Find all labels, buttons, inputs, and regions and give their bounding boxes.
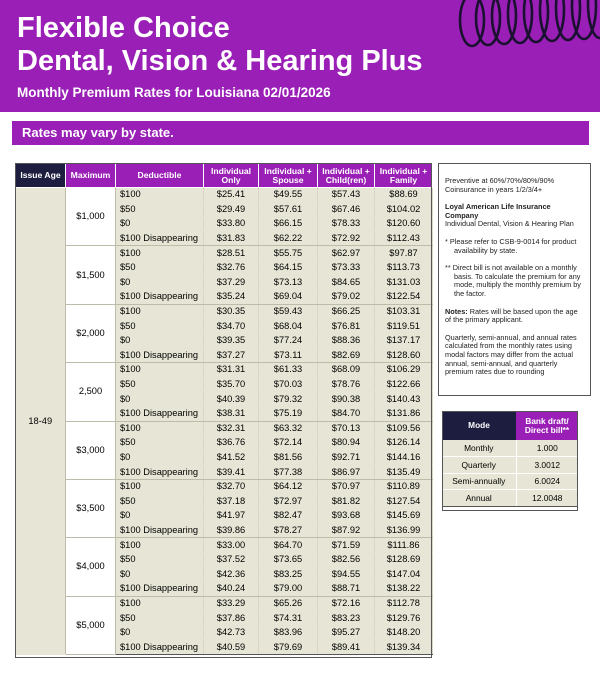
deductible-cell: $100 Disappearing xyxy=(116,348,204,363)
rate-individual-family-cell: $112.43 xyxy=(375,231,433,246)
rate-individual-only-cell: $31.83 xyxy=(204,231,259,246)
maximum-cell: $4,000 xyxy=(66,538,116,596)
rate-individual-children-cell: $57.43 xyxy=(318,188,375,203)
mode-header-row xyxy=(442,411,578,440)
rate-individual-children-cell: $66.25 xyxy=(318,304,375,319)
coinsurance-text: Coinsurance in years 1/2/3/4+ xyxy=(445,184,543,194)
rate-individual-family-cell: $126.14 xyxy=(375,436,433,451)
rate-individual-spouse-cell: $74.31 xyxy=(259,611,318,626)
deductible-cell: $100 Disappearing xyxy=(116,582,204,597)
rate-individual-family-cell: $128.69 xyxy=(375,552,433,567)
deductible-cell: $0 xyxy=(116,217,204,232)
rate-individual-children-cell: $90.38 xyxy=(318,392,375,407)
maximum-cell: $1,000 xyxy=(66,188,116,246)
rate-individual-spouse-cell: $64.12 xyxy=(259,479,318,494)
rate-individual-only-cell: $37.86 xyxy=(204,611,259,626)
rate-individual-spouse-cell: $79.00 xyxy=(259,582,318,597)
deductible-cell: $100 Disappearing xyxy=(116,406,204,421)
rate-individual-children-cell: $82.69 xyxy=(318,348,375,363)
notes-panel xyxy=(438,163,591,396)
deductible-cell: $100 xyxy=(116,363,204,378)
rate-individual-family-cell: $144.16 xyxy=(375,450,433,465)
rate-individual-only-cell: $35.70 xyxy=(204,377,259,392)
rate-individual-only-cell: $32.70 xyxy=(204,479,259,494)
mode-row xyxy=(442,473,578,490)
rate-individual-family-cell: $122.66 xyxy=(375,377,433,392)
rate-individual-family-cell: $138.22 xyxy=(375,582,433,597)
rate-individual-family-cell: $112.78 xyxy=(375,596,433,611)
deductible-cell: $0 xyxy=(116,392,204,407)
rate-individual-spouse-cell: $72.97 xyxy=(259,494,318,509)
rate-individual-children-cell: $81.82 xyxy=(318,494,375,509)
deductible-cell: $100 Disappearing xyxy=(116,465,204,480)
rate-individual-family-cell: $127.54 xyxy=(375,494,433,509)
rate-individual-only-cell: $37.52 xyxy=(204,552,259,567)
table-row xyxy=(16,363,433,378)
rate-individual-spouse-cell: $61.33 xyxy=(259,363,318,378)
rate-individual-family-cell: $136.99 xyxy=(375,523,433,538)
plan-name: Individual Dental, Vision & Hearing Plan xyxy=(445,219,574,229)
rate-individual-family-cell: $140.43 xyxy=(375,392,433,407)
rate-individual-only-cell: $42.36 xyxy=(204,567,259,582)
mode-factor-cell: 12.0048 xyxy=(516,490,578,507)
rate-individual-only-cell: $30.35 xyxy=(204,304,259,319)
notes-text: Rates will be based upon the age of the primary applicant. xyxy=(445,306,578,325)
rate-individual-children-cell: $78.76 xyxy=(318,377,375,392)
rate-individual-family-cell: $111.86 xyxy=(375,538,433,553)
rate-individual-spouse-cell: $72.14 xyxy=(259,436,318,451)
table-row xyxy=(16,246,433,261)
maximum-cell: 2,500 xyxy=(66,363,116,421)
col-bank-draft: Bank draft/ Direct bill** xyxy=(516,411,578,440)
rate-individual-only-cell: $32.31 xyxy=(204,421,259,436)
rate-individual-children-cell: $70.97 xyxy=(318,479,375,494)
mode-factor-cell: 6.0024 xyxy=(516,473,578,490)
rate-individual-spouse-cell: $79.69 xyxy=(259,640,318,655)
col-issue-age: Issue Age xyxy=(16,164,66,188)
deductible-cell: $100 xyxy=(116,596,204,611)
rate-individual-children-cell: $72.92 xyxy=(318,231,375,246)
deductible-cell: $0 xyxy=(116,450,204,465)
rate-individual-only-cell: $35.24 xyxy=(204,290,259,305)
rate-individual-family-cell: $119.51 xyxy=(375,319,433,334)
rate-individual-children-cell: $70.13 xyxy=(318,421,375,436)
mode-factor-table xyxy=(442,411,578,507)
table-row xyxy=(16,421,433,436)
col-individual-only: Individual Only xyxy=(204,164,259,188)
deductible-cell: $100 Disappearing xyxy=(116,523,204,538)
rate-individual-family-cell: $122.54 xyxy=(375,290,433,305)
note-availability: * Please refer to CSB-9-0014 for product availability by state. xyxy=(445,236,577,255)
rate-individual-only-cell: $39.41 xyxy=(204,465,259,480)
rate-individual-children-cell: $93.68 xyxy=(318,509,375,524)
rate-individual-only-cell: $37.18 xyxy=(204,494,259,509)
rate-individual-spouse-cell: $65.26 xyxy=(259,596,318,611)
rate-individual-family-cell: $128.60 xyxy=(375,348,433,363)
rate-individual-only-cell: $31.31 xyxy=(204,363,259,378)
deductible-cell: $50 xyxy=(116,436,204,451)
table-row xyxy=(16,596,433,611)
notes-label: Notes: xyxy=(445,306,468,316)
note-rounding: Quarterly, semi-annual, and annual rates calculated from the monthly rates using modal factors may differ from the actual annual, semi-annual, and quarterly premium rates due to rounding xyxy=(445,332,577,377)
rate-individual-children-cell: $86.97 xyxy=(318,465,375,480)
rate-individual-children-cell: $88.36 xyxy=(318,333,375,348)
deductible-cell: $100 Disappearing xyxy=(116,290,204,305)
rate-individual-only-cell: $34.70 xyxy=(204,319,259,334)
rate-individual-family-cell: $88.69 xyxy=(375,188,433,203)
rate-individual-spouse-cell: $77.38 xyxy=(259,465,318,480)
deductible-cell: $50 xyxy=(116,494,204,509)
rate-individual-only-cell: $29.49 xyxy=(204,202,259,217)
col-maximum: Maximum xyxy=(66,164,116,188)
mode-factor-cell: 3.0012 xyxy=(516,457,578,474)
rate-individual-spouse-cell: $73.13 xyxy=(259,275,318,290)
deductible-cell: $0 xyxy=(116,567,204,582)
mode-name-cell: Annual xyxy=(442,490,516,507)
rate-individual-family-cell: $120.60 xyxy=(375,217,433,232)
company-name: Loyal American Life Insurance Company xyxy=(445,202,551,220)
deductible-cell: $100 xyxy=(116,188,204,203)
rate-individual-only-cell: $40.24 xyxy=(204,582,259,597)
mode-row xyxy=(442,457,578,474)
rate-individual-children-cell: $88.71 xyxy=(318,582,375,597)
rate-individual-children-cell: $78.33 xyxy=(318,217,375,232)
rate-individual-spouse-cell: $62.22 xyxy=(259,231,318,246)
maximum-cell: $1,500 xyxy=(66,246,116,304)
rate-individual-spouse-cell: $73.11 xyxy=(259,348,318,363)
rate-individual-family-cell: $139.34 xyxy=(375,640,433,655)
rate-individual-only-cell: $41.52 xyxy=(204,450,259,465)
rate-individual-family-cell: $103.31 xyxy=(375,304,433,319)
rate-individual-family-cell: $131.86 xyxy=(375,406,433,421)
deductible-cell: $50 xyxy=(116,260,204,275)
table-row xyxy=(16,304,433,319)
rates-header-row xyxy=(16,164,433,188)
rate-individual-spouse-cell: $69.04 xyxy=(259,290,318,305)
rate-individual-only-cell: $39.86 xyxy=(204,523,259,538)
rate-individual-children-cell: $71.59 xyxy=(318,538,375,553)
rate-individual-only-cell: $36.76 xyxy=(204,436,259,451)
rate-individual-children-cell: $62.97 xyxy=(318,246,375,261)
title-line-1: Flexible Choice xyxy=(17,12,230,44)
rate-individual-only-cell: $40.39 xyxy=(204,392,259,407)
rate-individual-only-cell: $40.59 xyxy=(204,640,259,655)
rate-individual-only-cell: $38.31 xyxy=(204,406,259,421)
rate-individual-children-cell: $73.33 xyxy=(318,260,375,275)
rate-individual-spouse-cell: $78.27 xyxy=(259,523,318,538)
deductible-cell: $100 Disappearing xyxy=(116,640,204,655)
note-direct-bill: ** Direct bill is not available on a monthly basis. To calculate the premium for any mode, multiply the monthly premium by the factor. xyxy=(445,263,581,298)
col-individual-children: Individual + Child(ren) xyxy=(318,164,375,188)
table-row xyxy=(16,538,433,553)
rate-individual-family-cell: $109.56 xyxy=(375,421,433,436)
title-line-2: Dental, Vision & Hearing Plus xyxy=(17,45,423,77)
issue-age-cell: 18-49 xyxy=(16,188,66,655)
col-deductible: Deductible xyxy=(116,164,204,188)
rate-individual-spouse-cell: $83.25 xyxy=(259,567,318,582)
rate-individual-spouse-cell: $66.15 xyxy=(259,217,318,232)
rate-individual-spouse-cell: $63.32 xyxy=(259,421,318,436)
note-age xyxy=(445,308,585,325)
mode-name-cell: Monthly xyxy=(442,440,516,457)
deductible-cell: $50 xyxy=(116,319,204,334)
rate-individual-family-cell: $97.87 xyxy=(375,246,433,261)
rate-individual-only-cell: $28.51 xyxy=(204,246,259,261)
page-header xyxy=(0,0,600,112)
rate-individual-spouse-cell: $82.47 xyxy=(259,509,318,524)
subtitle: Monthly Premium Rates for Louisiana 02/01/2026 xyxy=(17,85,331,100)
rate-individual-family-cell: $147.04 xyxy=(375,567,433,582)
rate-individual-spouse-cell: $83.96 xyxy=(259,625,318,640)
rate-individual-children-cell: $95.27 xyxy=(318,625,375,640)
rate-individual-spouse-cell: $57.61 xyxy=(259,202,318,217)
rate-individual-family-cell: $104.02 xyxy=(375,202,433,217)
rate-individual-only-cell: $37.27 xyxy=(204,348,259,363)
rate-individual-family-cell: $129.76 xyxy=(375,611,433,626)
mode-name-cell: Semi-annually xyxy=(442,473,516,490)
rate-individual-spouse-cell: $77.24 xyxy=(259,333,318,348)
rate-individual-spouse-cell: $73.65 xyxy=(259,552,318,567)
rate-individual-children-cell: $82.56 xyxy=(318,552,375,567)
rate-individual-family-cell: $106.29 xyxy=(375,363,433,378)
deductible-cell: $0 xyxy=(116,333,204,348)
preventive-text: Preventive at 60%/70%/80%/90% xyxy=(445,176,555,185)
rate-individual-spouse-cell: $81.56 xyxy=(259,450,318,465)
rate-individual-family-cell: $145.69 xyxy=(375,509,433,524)
rate-individual-children-cell: $92.71 xyxy=(318,450,375,465)
rate-individual-children-cell: $72.16 xyxy=(318,596,375,611)
rate-individual-spouse-cell: $70.03 xyxy=(259,377,318,392)
deductible-cell: $100 xyxy=(116,479,204,494)
col-individual-family: Individual + Family xyxy=(375,164,433,188)
deductible-cell: $0 xyxy=(116,625,204,640)
deductible-cell: $50 xyxy=(116,377,204,392)
rates-vary-banner: Rates may vary by state. xyxy=(12,121,589,145)
rate-individual-spouse-cell: $68.04 xyxy=(259,319,318,334)
rate-individual-only-cell: $33.00 xyxy=(204,538,259,553)
mode-factor-cell: 1.000 xyxy=(516,440,578,457)
deductible-cell: $50 xyxy=(116,611,204,626)
table-row xyxy=(16,479,433,494)
rate-individual-family-cell: $110.89 xyxy=(375,479,433,494)
rate-individual-children-cell: $84.70 xyxy=(318,406,375,421)
mode-name-cell: Quarterly xyxy=(442,457,516,474)
maximum-cell: $2,000 xyxy=(66,304,116,362)
rate-individual-children-cell: $87.92 xyxy=(318,523,375,538)
rate-individual-family-cell: $148.20 xyxy=(375,625,433,640)
rate-individual-only-cell: $33.80 xyxy=(204,217,259,232)
deductible-cell: $100 Disappearing xyxy=(116,231,204,246)
rate-individual-only-cell: $41.97 xyxy=(204,509,259,524)
rate-individual-children-cell: $84.65 xyxy=(318,275,375,290)
premium-rates-table xyxy=(15,163,433,655)
rate-individual-children-cell: $80.94 xyxy=(318,436,375,451)
deductible-cell: $100 xyxy=(116,246,204,261)
rate-individual-only-cell: $32.76 xyxy=(204,260,259,275)
rate-individual-children-cell: $67.46 xyxy=(318,202,375,217)
col-individual-spouse: Individual + Spouse xyxy=(259,164,318,188)
table-row xyxy=(16,188,433,203)
rate-individual-family-cell: $113.73 xyxy=(375,260,433,275)
deductible-cell: $0 xyxy=(116,275,204,290)
company-info xyxy=(445,203,585,229)
rate-individual-children-cell: $76.81 xyxy=(318,319,375,334)
rate-individual-only-cell: $25.41 xyxy=(204,188,259,203)
deductible-cell: $100 xyxy=(116,421,204,436)
mode-row xyxy=(442,490,578,507)
rate-individual-spouse-cell: $59.43 xyxy=(259,304,318,319)
rate-individual-children-cell: $83.23 xyxy=(318,611,375,626)
rate-individual-spouse-cell: $75.19 xyxy=(259,406,318,421)
rate-individual-children-cell: $79.02 xyxy=(318,290,375,305)
rate-individual-spouse-cell: $64.15 xyxy=(259,260,318,275)
deductible-cell: $50 xyxy=(116,202,204,217)
rate-individual-only-cell: $39.35 xyxy=(204,333,259,348)
mode-row xyxy=(442,440,578,457)
deductible-cell: $50 xyxy=(116,552,204,567)
rate-individual-spouse-cell: $55.75 xyxy=(259,246,318,261)
rate-individual-spouse-cell: $79.32 xyxy=(259,392,318,407)
rate-individual-children-cell: $68.09 xyxy=(318,363,375,378)
col-mode: Mode xyxy=(442,411,516,440)
rate-individual-children-cell: $94.55 xyxy=(318,567,375,582)
coil-decoration-icon xyxy=(450,0,600,112)
deductible-cell: $100 xyxy=(116,304,204,319)
rate-individual-family-cell: $135.49 xyxy=(375,465,433,480)
rate-individual-family-cell: $137.17 xyxy=(375,333,433,348)
rate-individual-spouse-cell: $49.55 xyxy=(259,188,318,203)
rate-individual-only-cell: $33.29 xyxy=(204,596,259,611)
maximum-cell: $3,500 xyxy=(66,479,116,537)
rate-individual-only-cell: $37.29 xyxy=(204,275,259,290)
rate-individual-only-cell: $42.73 xyxy=(204,625,259,640)
rate-individual-children-cell: $89.41 xyxy=(318,640,375,655)
maximum-cell: $3,000 xyxy=(66,421,116,479)
deductible-cell: $100 xyxy=(116,538,204,553)
maximum-cell: $5,000 xyxy=(66,596,116,654)
deductible-cell: $0 xyxy=(116,509,204,524)
rate-individual-spouse-cell: $64.70 xyxy=(259,538,318,553)
preventive-info xyxy=(445,177,585,194)
rate-individual-family-cell: $131.03 xyxy=(375,275,433,290)
